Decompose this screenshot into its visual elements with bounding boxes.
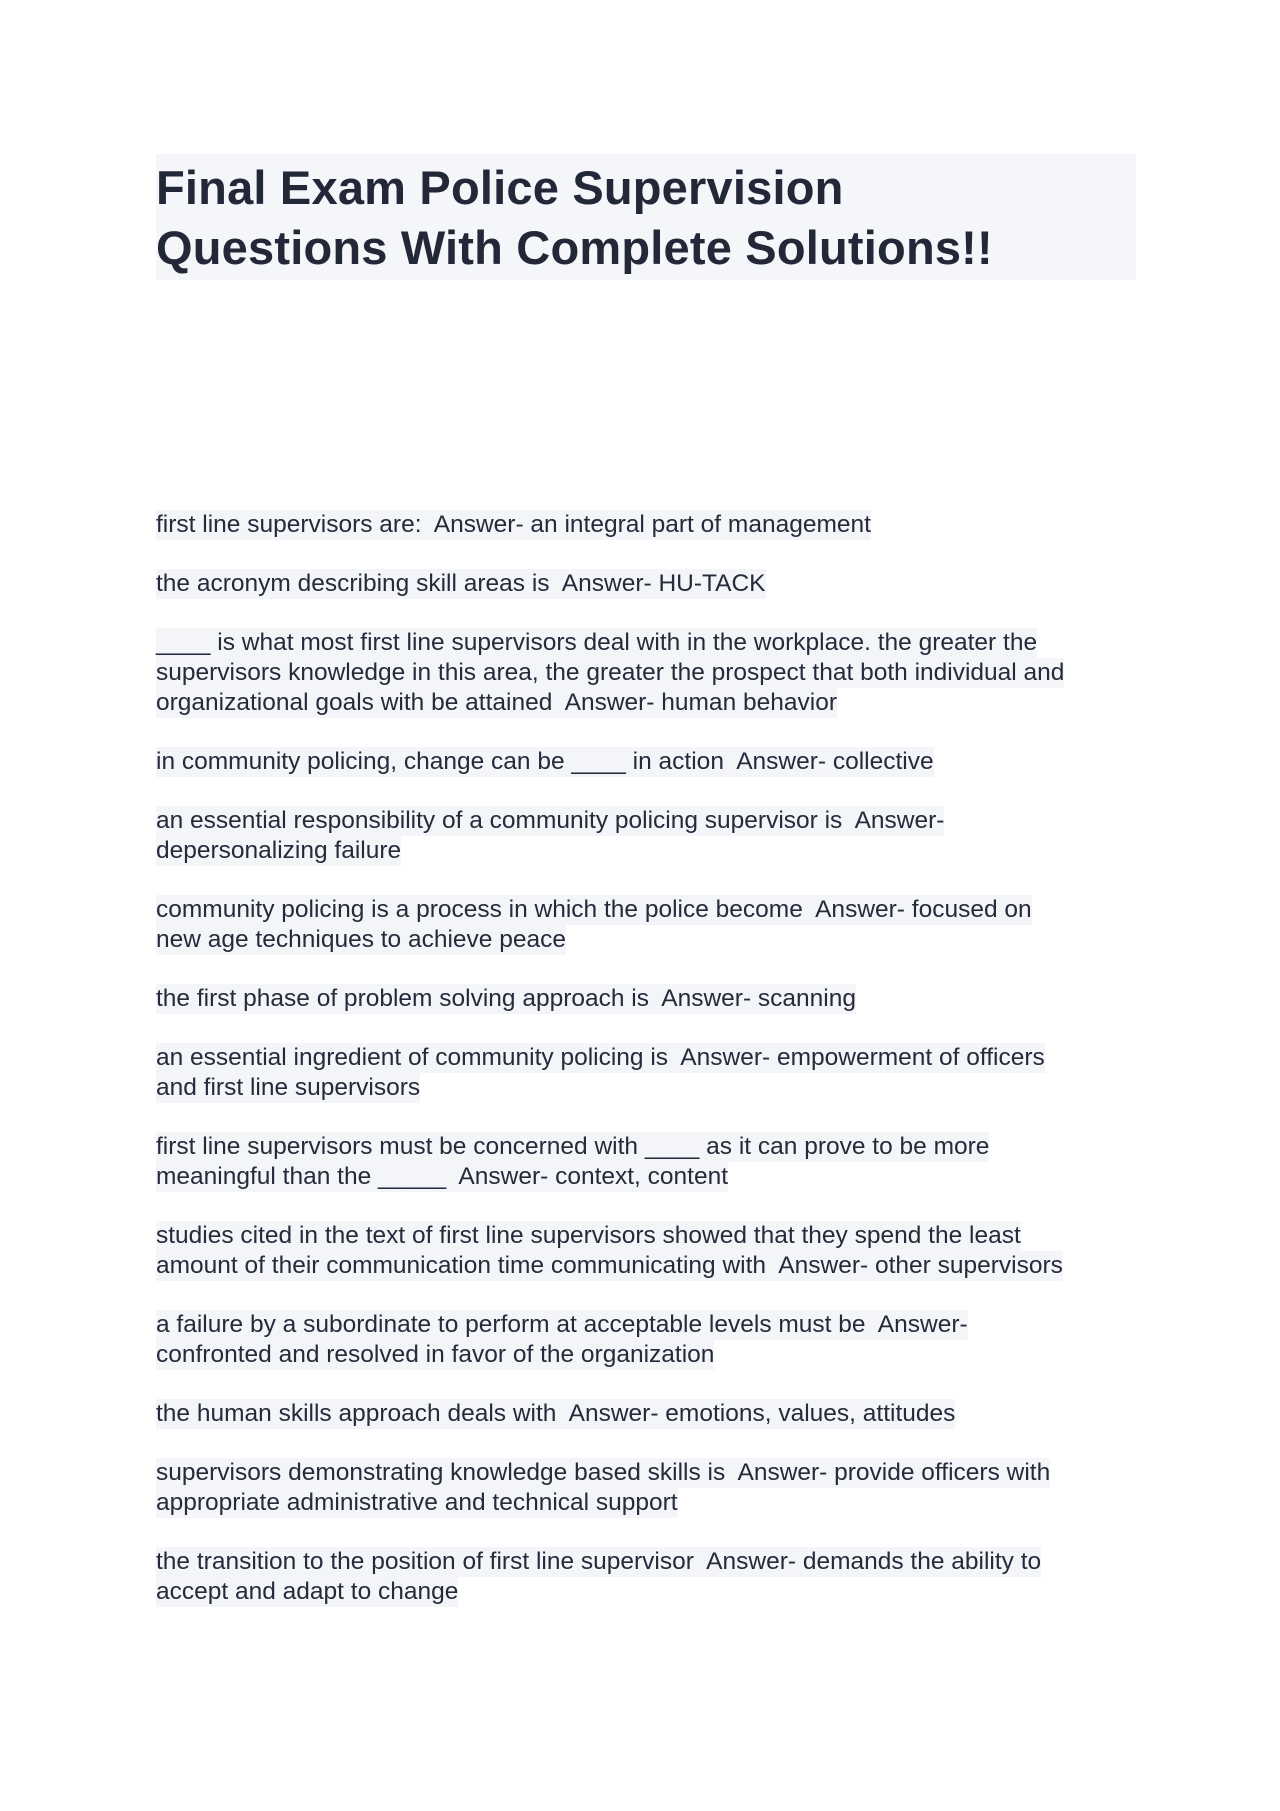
question-answer-line-wrapper <box>156 747 1136 777</box>
question-answer-item <box>156 1310 1136 1370</box>
question-answer-line-wrapper <box>156 836 1136 866</box>
question-answer-line: ____ is what most first line supervisors deal with in the workplace. the greater the <box>156 629 1038 656</box>
question-answer-line-wrapper <box>156 895 1136 925</box>
question-answer-line-wrapper <box>156 1577 1136 1607</box>
question-answer-line-wrapper <box>156 984 1136 1014</box>
question-answer-line-wrapper <box>156 1221 1136 1251</box>
question-answer-line-wrapper <box>156 1488 1136 1518</box>
question-answer-line: amount of their communication time communicating with Answer- other supervisors <box>156 1252 1063 1279</box>
question-answer-item <box>156 895 1136 955</box>
question-answer-item <box>156 984 1136 1014</box>
question-answer-line: in community policing, change can be ____ in action Answer- collective <box>156 748 934 775</box>
question-answer-line-wrapper <box>156 688 1136 718</box>
title-line-2: Questions With Complete Solutions!! <box>156 221 993 274</box>
question-answer-line: new age techniques to achieve peace <box>156 926 566 953</box>
question-answer-line: confronted and resolved in favor of the organization <box>156 1341 715 1368</box>
question-answer-line: organizational goals with be attained Answer- human behavior <box>156 689 837 716</box>
question-answer-item <box>156 1221 1136 1281</box>
question-answer-line: meaningful than the _____ Answer- context, content <box>156 1163 729 1190</box>
question-answer-item <box>156 1132 1136 1192</box>
document-page <box>156 154 1136 1605</box>
question-answer-item <box>156 747 1136 777</box>
question-answer-line-wrapper <box>156 658 1136 688</box>
question-answer-line-wrapper <box>156 1547 1136 1577</box>
question-answer-line: an essential ingredient of community policing is Answer- empowerment of officers <box>156 1044 1045 1071</box>
question-answer-item <box>156 1399 1136 1429</box>
question-answer-line-wrapper <box>156 1132 1136 1162</box>
title-line-1: Final Exam Police Supervision <box>156 161 844 214</box>
question-answer-item <box>156 569 1136 599</box>
question-answer-line: the human skills approach deals with Answer- emotions, values, attitudes <box>156 1400 956 1427</box>
question-answer-line: depersonalizing failure <box>156 837 402 864</box>
question-answer-line-wrapper <box>156 1043 1136 1073</box>
question-answer-line: the acronym describing skill areas is Answer- HU-TACK <box>156 570 766 597</box>
question-answer-line: first line supervisors must be concerned with ____ as it can prove to be more <box>156 1133 990 1160</box>
question-answer-line: accept and adapt to change <box>156 1578 459 1605</box>
question-answer-item <box>156 628 1136 718</box>
question-answer-list <box>156 510 1136 1636</box>
question-answer-line-wrapper <box>156 1073 1136 1103</box>
question-answer-line-wrapper <box>156 1340 1136 1370</box>
question-answer-line: the first phase of problem solving approach is Answer- scanning <box>156 985 856 1012</box>
question-answer-item <box>156 1458 1136 1518</box>
question-answer-line: appropriate administrative and technical support <box>156 1489 678 1516</box>
question-answer-line-wrapper <box>156 1162 1136 1192</box>
question-answer-line: a failure by a subordinate to perform at acceptable levels must be Answer- <box>156 1311 968 1338</box>
question-answer-line: first line supervisors are: Answer- an integral part of management <box>156 511 871 538</box>
question-answer-line: community policing is a process in which the police become Answer- focused on <box>156 896 1032 923</box>
question-answer-line: supervisors demonstrating knowledge based skills is Answer- provide officers with <box>156 1459 1051 1486</box>
question-answer-line: studies cited in the text of first line supervisors showed that they spend the least <box>156 1222 1021 1249</box>
question-answer-line-wrapper <box>156 1458 1136 1488</box>
question-answer-line: and first line supervisors <box>156 1074 421 1101</box>
question-answer-line-wrapper <box>156 628 1136 658</box>
question-answer-line-wrapper <box>156 925 1136 955</box>
question-answer-line-wrapper <box>156 569 1136 599</box>
question-answer-line-wrapper <box>156 510 1136 540</box>
question-answer-item <box>156 806 1136 866</box>
question-answer-item <box>156 1043 1136 1103</box>
question-answer-line-wrapper <box>156 1310 1136 1340</box>
question-answer-item <box>156 1547 1136 1607</box>
question-answer-item <box>156 510 1136 540</box>
question-answer-line-wrapper <box>156 1399 1136 1429</box>
document-title <box>156 154 1136 280</box>
question-answer-line: supervisors knowledge in this area, the greater the prospect that both individual and <box>156 659 1065 686</box>
question-answer-line: the transition to the position of first line supervisor Answer- demands the ability to <box>156 1548 1042 1575</box>
question-answer-line: an essential responsibility of a community policing supervisor is Answer- <box>156 807 945 834</box>
question-answer-line-wrapper <box>156 806 1136 836</box>
question-answer-line-wrapper <box>156 1251 1136 1281</box>
